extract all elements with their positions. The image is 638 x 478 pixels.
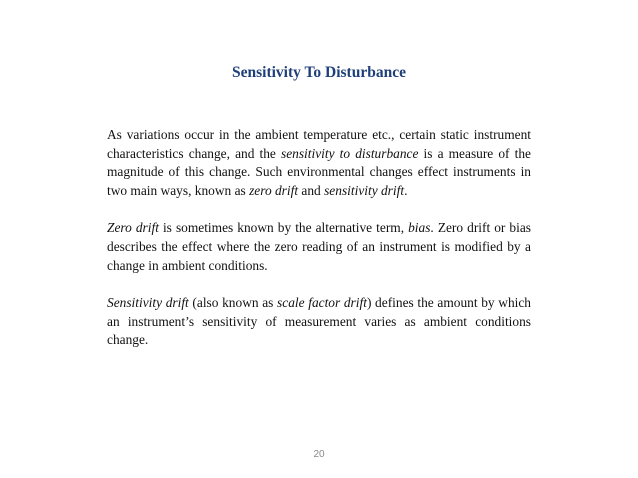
slide-body <box>107 126 531 369</box>
paragraph-sensitivity-drift <box>107 294 531 350</box>
term-sensitivity-to-disturbance: sensitivity to disturbance <box>281 145 419 161</box>
text-run: is sometimes known by the alternative term, <box>158 220 409 236</box>
term-sensitivity-drift: sensitivity drift <box>324 182 405 198</box>
text-run: . Zero drift or bias describes the effect where the zero reading of an instrument is modified by a change in ambient conditions. <box>107 220 532 273</box>
text-run: (also known as <box>188 295 278 311</box>
term-scale-factor-drift: scale factor drift <box>277 295 367 311</box>
term-zero-drift: zero drift <box>249 182 299 198</box>
text-run: ) defines the amount by which an instrument’s sensitivity of measurement varies as ambient conditions change. <box>107 295 531 348</box>
page-number: 20 <box>313 449 325 460</box>
term-bias: bias <box>408 220 431 236</box>
text-run: and <box>298 182 325 198</box>
text-run: . <box>404 182 408 198</box>
term-sensitivity-drift: Sensitivity drift <box>107 295 189 311</box>
term-zero-drift: Zero drift <box>107 220 159 236</box>
slide-title: Sensitivity To Disturbance <box>232 64 406 81</box>
text-run: As variations occur in the ambient temperature etc., certain static instrument characteristics change, and the <box>107 127 531 161</box>
paragraph-sensitivity-to-disturbance <box>107 126 531 200</box>
text-run: is a measure of the magnitude of this change. Such environmental changes effect instruments in two main ways, known as <box>107 145 531 198</box>
paragraph-zero-drift <box>107 219 531 275</box>
